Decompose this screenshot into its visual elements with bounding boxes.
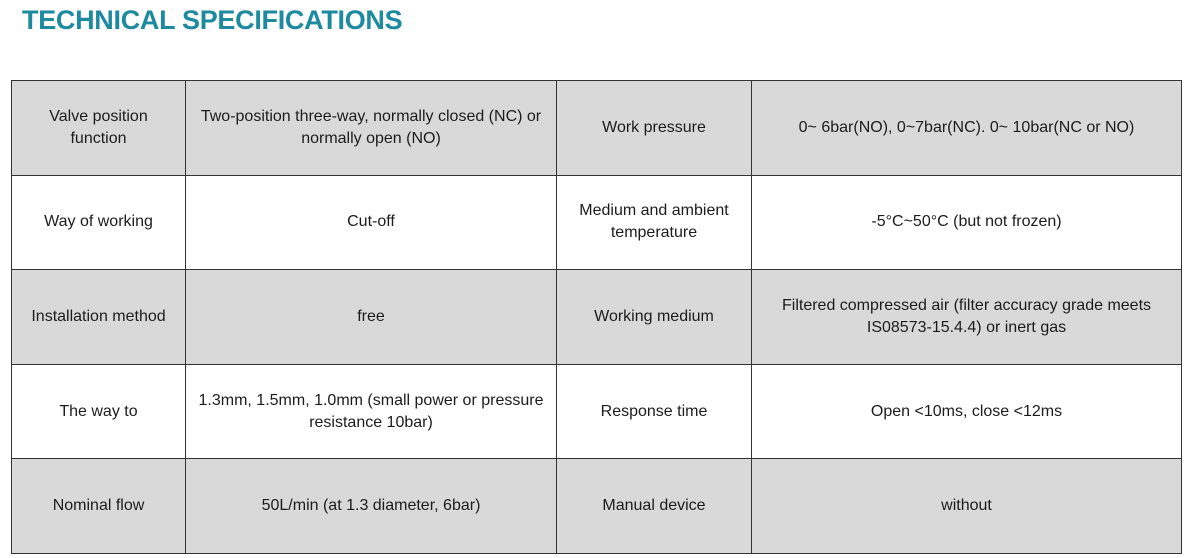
spec-label-work-pressure: Work pressure: [557, 81, 752, 176]
spec-value-the-way-to: 1.3mm, 1.5mm, 1.0mm (small power or pressure resistance 10bar): [186, 364, 557, 459]
page-title: TECHNICAL SPECIFICATIONS: [22, 5, 403, 35]
spec-label-manual-device: Manual device: [557, 459, 752, 554]
spec-value-temperature: -5°C~50°C (but not frozen): [752, 175, 1182, 270]
table-row: [12, 270, 1182, 365]
spec-label-working-medium: Working medium: [557, 270, 752, 365]
spec-label-way-of-working: Way of working: [12, 175, 186, 270]
table-row: [12, 81, 1182, 176]
table-row: [12, 459, 1182, 554]
spec-label-the-way-to: The way to: [12, 364, 186, 459]
spec-label-valve-position-function: Valve position function: [12, 81, 186, 176]
specifications-table: [11, 80, 1182, 554]
table-row: [12, 175, 1182, 270]
spec-value-installation-method: free: [186, 270, 557, 365]
spec-label-response-time: Response time: [557, 364, 752, 459]
spec-label-installation-method: Installation method: [12, 270, 186, 365]
spec-value-valve-position-function: Two-position three-way, normally closed (NC) or normally open (NO): [186, 81, 557, 176]
spec-value-manual-device: without: [752, 459, 1182, 554]
spec-value-working-medium: Filtered compressed air (filter accuracy grade meets IS08573-15.4.4) or inert gas: [752, 270, 1182, 365]
spec-label-temperature: Medium and ambient temperature: [557, 175, 752, 270]
spec-label-nominal-flow: Nominal flow: [12, 459, 186, 554]
spec-value-work-pressure: 0~ 6bar(NO), 0~7bar(NC). 0~ 10bar(NC or NO): [752, 81, 1182, 176]
spec-value-nominal-flow: 50L/min (at 1.3 diameter, 6bar): [186, 459, 557, 554]
spec-value-way-of-working: Cut-off: [186, 175, 557, 270]
table-row: [12, 364, 1182, 459]
spec-value-response-time: Open <10ms, close <12ms: [752, 364, 1182, 459]
